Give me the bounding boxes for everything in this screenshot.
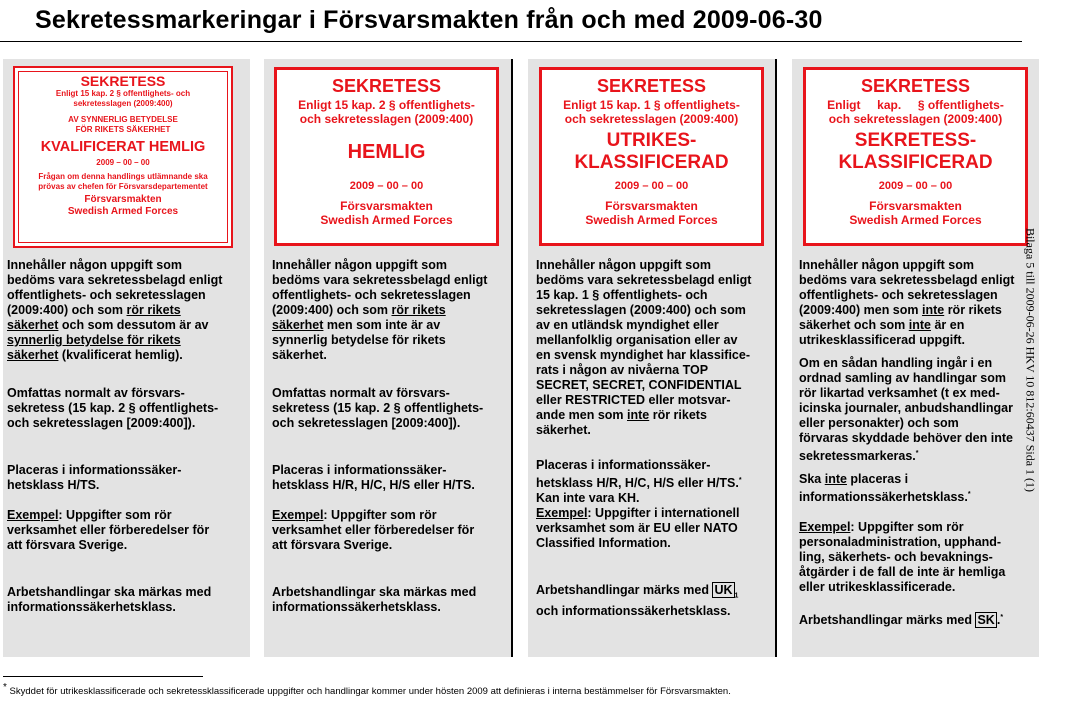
stamp-heading: SEKRETESS (860, 76, 971, 96)
stamp-law-line: och sekretesslagen (2009:400) (299, 112, 474, 126)
text-line: rör likartad verksamhet (t ex med- (799, 386, 1000, 400)
stamp-subtitle: AV SYNNERLIG BETYDELSE (68, 115, 178, 124)
text-line: rats i någon av nivåerna TOP (536, 363, 709, 377)
example-label: Exempel (7, 508, 59, 522)
paragraph-placement (536, 458, 776, 506)
marking-code-uk: UK (714, 583, 733, 598)
text-line: ande men som (536, 408, 627, 422)
underlined-text: synnerlig betydelse för rikets (7, 333, 181, 347)
text-line: att försvara Sverige. (272, 538, 393, 552)
underlined-text: rör rikets (126, 303, 181, 317)
text-line: förvaras skyddade behöver den inte (799, 431, 1013, 445)
underlined-text: inte (824, 472, 847, 487)
footnote (3, 682, 731, 697)
text-line: hetsklass H/R, H/C, H/S eller H/TS. (272, 478, 475, 492)
stamp-date: 2009 – 00 – 00 (614, 180, 689, 192)
footnote-mark: * (915, 450, 919, 457)
text-line: icinska journaler, anbudshandlingar (799, 401, 1013, 415)
stamp-org-en: Swedish Armed Forces (585, 213, 718, 227)
paragraph-secrecy (272, 386, 512, 431)
stamp-org: Försvarsmakten (84, 194, 162, 205)
stamp-classification: HEMLIG (347, 141, 426, 163)
text-line: verksamhet eller förberedelser för (7, 523, 210, 537)
text-line: och sekretesslagen [2009:400]). (272, 416, 461, 430)
text-line: verksamhet som är EU eller NATO (536, 521, 738, 536)
text-line: personaladministration, upphand- (799, 535, 1002, 550)
paragraph-work-documents (7, 585, 247, 615)
text-line: (kvalificerat hemlig). (58, 348, 183, 362)
stamp-utrikesklassificerad (539, 67, 764, 246)
text-line: Placeras i informationssäker- (536, 458, 711, 472)
text-line: Arbetshandlingar märks med (799, 613, 976, 628)
text-line: ordnad samling av handlingar som (799, 371, 1006, 385)
paragraph-description (536, 258, 776, 438)
footnote-mark: * (1000, 614, 1004, 622)
text-line: Ska (799, 472, 825, 487)
text-line: eller personakter) och som (799, 416, 959, 430)
text-line: säkerhet. (536, 423, 591, 437)
stamp-heading: SEKRETESS (331, 76, 442, 96)
example-label: Exempel (799, 520, 851, 535)
underlined-text: rör rikets (391, 303, 446, 317)
footnote-rule (3, 676, 203, 677)
stamp-sekretessklassificerad (803, 67, 1028, 246)
text-line: bedöms vara sekretessbelagd enligt (7, 273, 223, 287)
stamp-classification: KLASSIFICERAD (838, 152, 993, 173)
page-title: Sekretessmarkeringar i Försvarsmakten från och med 2009-06-30 (35, 6, 823, 34)
stamp-classification: UTRIKES- (606, 130, 697, 151)
stamp-heading: SEKRETESS (80, 73, 166, 89)
text-line: (2009:400) och som (272, 303, 392, 317)
text-line: . (996, 613, 1001, 628)
underlined-text: inte (627, 408, 650, 422)
footnote-text: Skyddet för utrikesklassificerade och sekretessklassificerade uppgifter och handlingar kommer under hösten 2009 att definieras i interna bestämmelser för Försvarsmakten. (9, 686, 731, 698)
paragraph-example (536, 506, 776, 551)
text-line: Innehåller någon uppgift som (799, 258, 974, 272)
column-text (799, 258, 1029, 628)
text-line: ling, säkerhets- och bevaknings- (799, 550, 993, 565)
title-rule (0, 41, 1022, 42)
text-line: och informationssäkerhetsklass. (536, 603, 731, 618)
stamp-org: Försvarsmakten (869, 199, 962, 213)
text-line: utrikesklassificerad uppgift. (799, 333, 966, 347)
text-line: informationssäkerhetsklass. (7, 600, 176, 614)
column-text (272, 258, 512, 615)
text-line: eller RESTRICTED eller motsvar- (536, 393, 731, 407)
text-line: Arbetshandlingar ska märkas med (7, 585, 212, 599)
text-line: : Uppgifter som rör (850, 520, 964, 535)
text-line: en svensk myndighet har klassifice- (536, 348, 750, 362)
text-line: hetsklass H/TS. (7, 478, 100, 492)
stamp-law-line: Enligt kap. § offentlighets- (827, 98, 1004, 112)
underlined-text: inte (921, 303, 945, 317)
stamp-law-line: Enligt 15 kap. 2 § offentlighets- (298, 98, 475, 112)
text-line: : Uppgifter som rör (323, 508, 437, 522)
text-line: bedöms vara sekretessbelagd enligt (799, 273, 1015, 287)
example-label: Exempel (272, 508, 324, 522)
paragraph-ordered-collection (799, 356, 1029, 464)
stamp-law-line: Enligt 15 kap. 2 § offentlighets- och (55, 89, 191, 98)
text-line: sekretess (15 kap. 2 § offentlighets- (7, 401, 219, 415)
text-line: men som inte är av (323, 318, 441, 332)
stamp-law-line: Enligt 15 kap. 1 § offentlighets- (563, 98, 740, 112)
footnote-mark: 1 (734, 592, 739, 600)
text-line: Arbetshandlingar ska märkas med (272, 585, 477, 599)
stamp-law-line: och sekretesslagen (2009:400) (828, 112, 1003, 126)
paragraph-example (7, 508, 247, 553)
text-line: : Uppgifter i internationell (587, 506, 740, 521)
paragraph-placement (799, 472, 1029, 505)
underlined-text: säkerhet (272, 318, 324, 332)
column-text (536, 258, 776, 619)
marking-code-sk: SK (977, 613, 995, 628)
text-line: 15 kap. 1 § offentlighets- och (536, 288, 708, 302)
paragraph-work-documents (536, 583, 776, 619)
text-line: Kan inte vara KH. (536, 491, 640, 506)
text-line: Arbetshandlingar märks med (536, 583, 713, 598)
text-line: rör rikets (944, 303, 1002, 317)
text-line: Innehåller någon uppgift som (536, 258, 711, 272)
underlined-text: säkerhet (7, 318, 59, 332)
stamp-date: 2009 – 00 – 00 (878, 180, 953, 192)
stamp-subtitle: FÖR RIKETS SÄKERHET (75, 125, 171, 134)
text-line: Om en sådan handling ingår i en (799, 356, 993, 370)
text-line: bedöms vara sekretessbelagd enligt (536, 273, 752, 287)
text-line: offentlighets- och sekretesslagen (799, 288, 998, 302)
stamp-law-line: och sekretesslagen (2009:400) (564, 112, 739, 126)
column-text (7, 258, 247, 615)
paragraph-secrecy (7, 386, 247, 431)
stamp-org-en: Swedish Armed Forces (320, 213, 453, 227)
footnote-mark: * (738, 477, 742, 484)
stamp-note: Frågan om denna handlings utlämnande ska (38, 172, 208, 181)
text-line: hetsklass H/R, H/C, H/S eller H/TS. (536, 476, 739, 491)
text-line: informationssäkerhetsklass. (272, 600, 441, 614)
stamp-classification: KVALIFICERAT HEMLIG (40, 139, 206, 155)
paragraph-example (272, 508, 512, 553)
text-line: (2009:400) men som (799, 303, 922, 317)
text-line: placeras i (846, 472, 909, 487)
text-line: Placeras i informationssäker- (7, 463, 182, 477)
stamp-org: Försvarsmakten (340, 199, 433, 213)
stamp-org: Försvarsmakten (605, 199, 698, 213)
text-line: informationssäkerhetsklass. (799, 490, 968, 505)
paragraph-description (272, 258, 512, 363)
paragraph-description (7, 258, 247, 363)
text-line: : Uppgifter som rör (58, 508, 172, 522)
paragraph-placement (7, 463, 247, 493)
text-line: Omfattas normalt av försvars- (272, 386, 450, 400)
stamp-law-line: sekretesslagen (2009:400) (73, 99, 173, 108)
text-line: offentlighets- och sekretesslagen (7, 288, 206, 302)
stamp-hemlig (274, 67, 499, 246)
text-line: säkerhet och som (799, 318, 909, 332)
footnote-mark: * (967, 491, 971, 499)
paragraph-placement (272, 463, 512, 493)
text-line: sekretesslagen (2009:400) och som (536, 303, 746, 317)
text-line: åtgärder i de fall de inte är hemliga (799, 565, 1006, 580)
text-line: SECRET, SECRET, CONFIDENTIAL (536, 378, 742, 392)
stamp-classification: SEKRETESS- (854, 130, 977, 151)
text-line: rör rikets (649, 408, 707, 422)
paragraph-work-documents (799, 610, 1029, 628)
stamp-note: prövas av chefen för Försvarsdepartementet (38, 182, 208, 191)
text-line: säkerhet. (272, 348, 327, 362)
text-line: Innehåller någon uppgift som (272, 258, 447, 272)
footnote-mark: * (3, 682, 7, 693)
paragraph-description (799, 258, 1029, 348)
paragraph-example (799, 520, 1029, 595)
text-line: sekretessmarkeras. (799, 449, 916, 464)
text-line: offentlighets- och sekretesslagen (272, 288, 471, 302)
text-line: Classified Information. (536, 536, 671, 551)
stamp-org-en: Swedish Armed Forces (849, 213, 982, 227)
text-line: är en (931, 318, 965, 332)
text-line: verksamhet eller förberedelser för (272, 523, 475, 537)
text-line: mellanfolklig organisation eller av (536, 333, 738, 347)
text-line: sekretess (15 kap. 2 § offentlighets- (272, 401, 484, 415)
text-line: Omfattas normalt av försvars- (7, 386, 185, 400)
text-line: Innehåller någon uppgift som (7, 258, 182, 272)
stamp-date: 2009 – 00 – 00 (349, 180, 424, 192)
side-label: Bilaga 5 till 2009-06-26 HKV 10 812:60437 Sida 1 (1) (1023, 227, 1038, 493)
text-line: (2009:400) och som (7, 303, 127, 317)
text-line: och sekretesslagen [2009:400]). (7, 416, 196, 430)
paragraph-work-documents (272, 585, 512, 615)
underlined-text: säkerhet (7, 348, 59, 362)
stamp-classification: KLASSIFICERAD (574, 152, 729, 173)
stamp-date: 2009 – 00 – 00 (96, 158, 150, 167)
text-line: bedöms vara sekretessbelagd enligt (272, 273, 488, 287)
text-line: synnerlig betydelse för rikets (272, 333, 446, 347)
text-line: och som dessutom är av (58, 318, 209, 332)
text-line: av en utländsk myndighet eller (536, 318, 719, 332)
stamp-kvalificerat-hemlig (13, 66, 233, 248)
example-label: Exempel (536, 506, 588, 521)
text-line: eller utrikesklassificerade. (799, 580, 956, 595)
stamp-heading: SEKRETESS (596, 76, 707, 96)
underlined-text: inte (908, 318, 931, 332)
text-line: att försvara Sverige. (7, 538, 128, 552)
stamp-org-en: Swedish Armed Forces (67, 206, 179, 217)
text-line: Placeras i informationssäker- (272, 463, 447, 477)
